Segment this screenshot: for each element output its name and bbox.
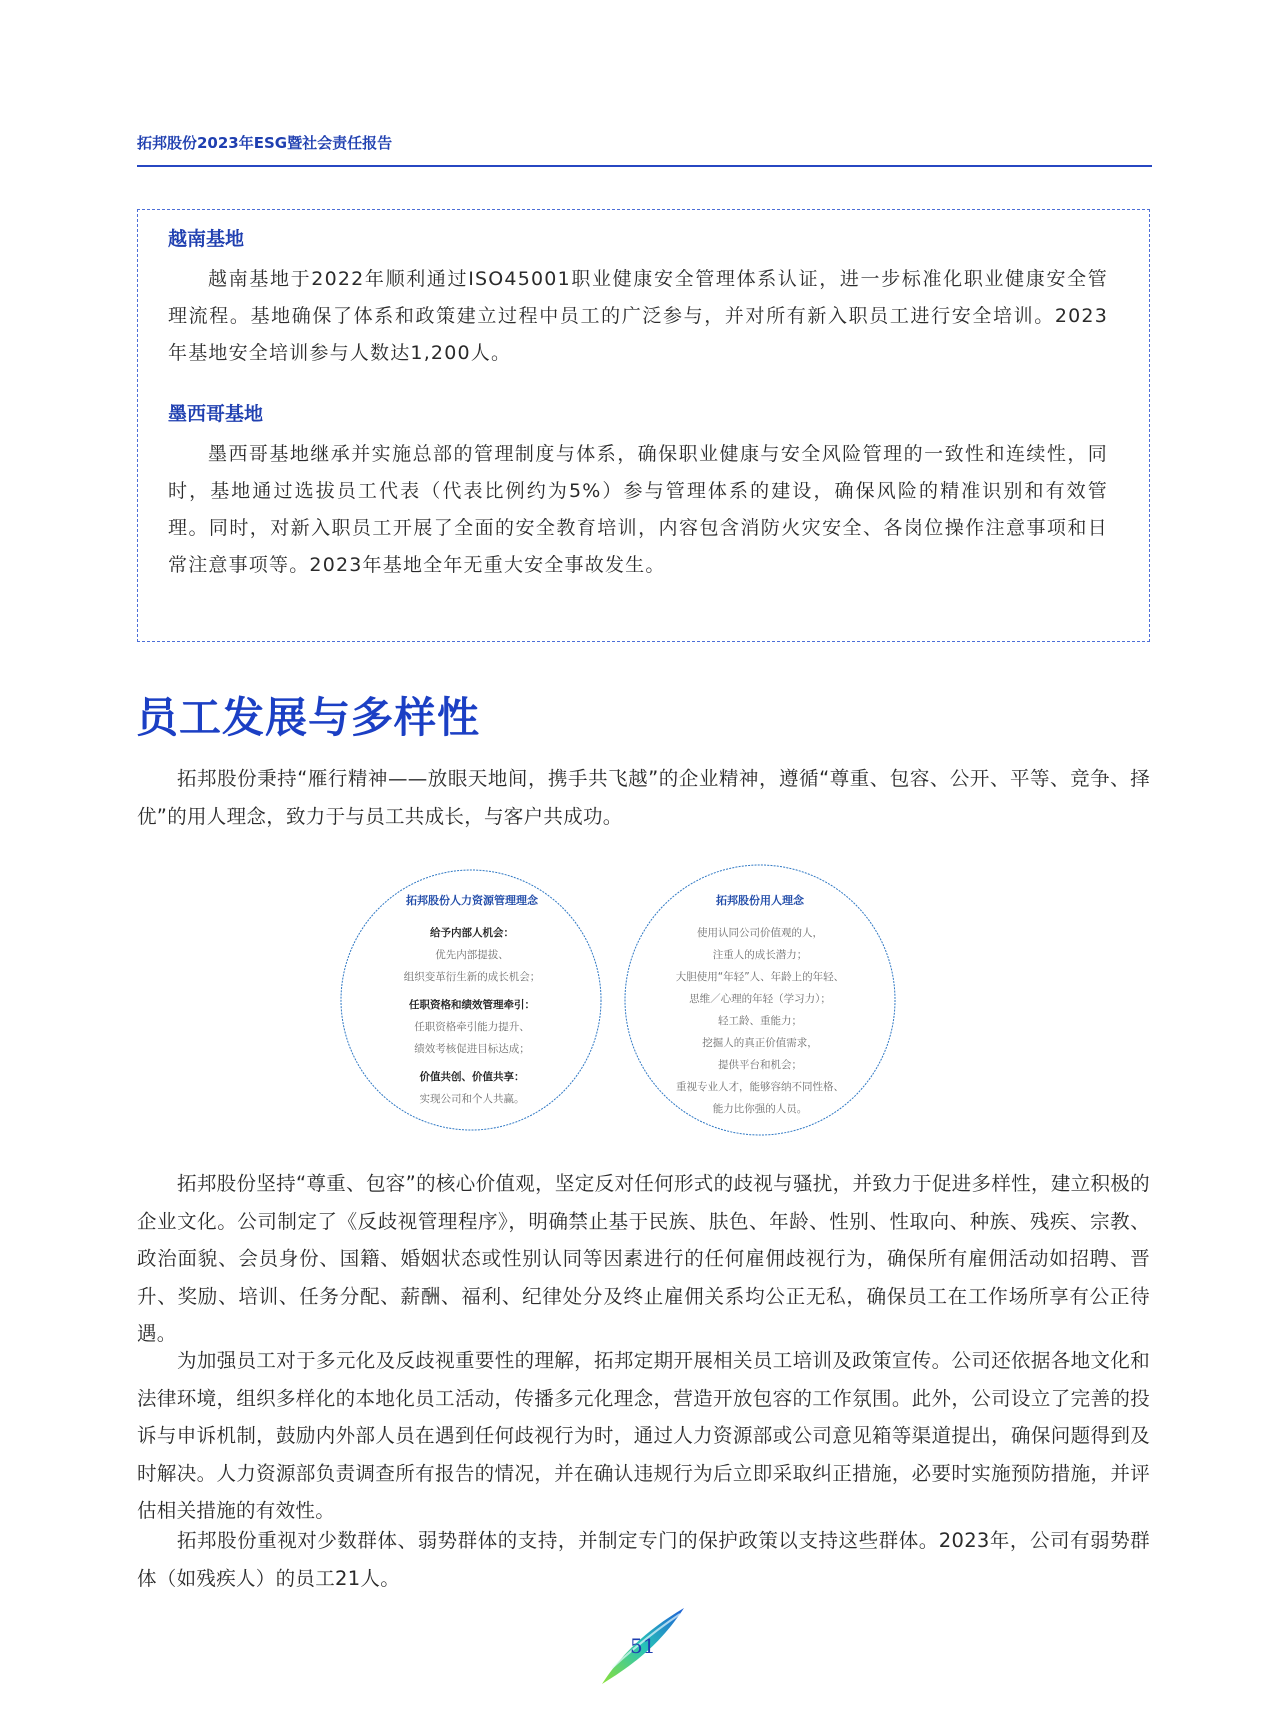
training-paragraph: 为加强员工对于多元化及反歧视重要性的理解，拓邦定期开展相关员工培训及政策宣传。公司还依据各地文化和法律环境，组织多样化的本地化员工活动，传播多元化理念，营造开放包容的工作氛围。此外，公司设立了完善的投诉与申诉机制，鼓励内外部人员在遇到任何歧视行为时，通过人力资源部或公司意见箱等渠道提出，确保问题得到及时解决。人力资源部负责调查所有报告的情况，并在确认违规行为后立即采取纠正措施，必要时实施预防措施，并评估相关措施的有效性。 [137, 1349, 1150, 1522]
section-title: 员工发展与多样性 [136, 693, 481, 742]
base-info-box [137, 209, 1150, 642]
left-group-line: 优先内部提拔、 [435, 949, 509, 961]
page-number: 51 [630, 1634, 656, 1658]
vietnam-base-title: 越南基地 [168, 228, 245, 250]
left-group-line: 实现公司和个人共赢。 [419, 1093, 525, 1105]
mexico-base-title: 墨西哥基地 [168, 403, 264, 425]
running-title: 拓邦股份2023年ESG暨社会责任报告 [137, 134, 393, 152]
left-group-heading: 价值共创、价值共享： [419, 1071, 525, 1083]
mexico-base-text: 墨西哥基地继承并实施总部的管理制度与体系，确保职业健康与安全风险管理的一致性和连续性，同时，基地通过选拔员工代表（代表比例约为5%）参与管理体系的建设，确保风险的精准识别和有效管理。同时，对新入职员工开展了全面的安全教育培训，内容包含消防火灾安全、各岗位操作注意事项和日常注意事项等。2023年基地全年无重大安全事故发生。 [168, 443, 1108, 576]
right-circle-title: 拓邦股份用人理念 [716, 894, 804, 907]
left-group-line: 绩效考核促进目标达成； [414, 1043, 530, 1055]
right-circle-text [630, 890, 890, 1120]
right-line: 提供平台和机会； [718, 1059, 802, 1071]
minority-support-paragraph: 拓邦股份重视对少数群体、弱势群体的支持，并制定专门的保护政策以支持这些群体。2023年，公司有弱势群体（如残疾人）的员工21人。 [137, 1529, 1150, 1590]
right-line: 注重人的成长潜力； [712, 949, 808, 961]
vietnam-base-text: 越南基地于2022年顺利通过ISO45001职业健康安全管理体系认证，进一步标准化职业健康安全管理流程。基地确保了体系和政策建立过程中员工的广泛参与，并对所有新入职员工进行安全培训。2023年基地安全培训参与人数达1,200人。 [168, 268, 1108, 364]
right-line: 思维／心理的年轻（学习力）； [689, 993, 831, 1005]
left-circle-text [352, 890, 592, 1110]
diversity-paragraph: 拓邦股份坚持“尊重、包容”的核心价值观，坚定反对任何形式的歧视与骚扰，并致力于促进多样性，建立积极的企业文化。公司制定了《反歧视管理程序》，明确禁止基于民族、肤色、年龄、性别、性取向、种族、残疾、宗教、政治面貌、会员身份、国籍、婚姻状态或性别认同等因素进行的任何雇佣歧视行为，确保所有雇佣活动如招聘、晋升、奖励、培训、任务分配、薪酬、福利、纪律处分及终止雇佣关系均公正无私，确保员工在工作场所享有公正待遇。 [137, 1172, 1150, 1345]
right-line: 大胆使用“年轻”人、年龄上的年轻、 [675, 971, 845, 983]
intro-paragraph: 拓邦股份秉持“雁行精神——放眼天地间，携手共飞越”的企业精神，遵循“尊重、包容、公开、平等、竞争、择优”的用人理念，致力于与员工共成长，与客户共成功。 [137, 767, 1150, 828]
left-group-heading: 给予内部人机会： [430, 927, 514, 939]
page-number-badge [598, 1604, 688, 1694]
right-line: 使用认同公司价值观的人， [697, 927, 823, 939]
right-line: 能力比你强的人员。 [712, 1103, 808, 1115]
left-group-line: 组织变革衍生新的成长机会； [403, 971, 541, 983]
left-group-line: 任职资格牵引能力提升、 [414, 1021, 530, 1033]
right-line: 轻工龄、重能力； [718, 1015, 802, 1027]
left-circle-title: 拓邦股份人力资源管理理念 [406, 894, 538, 907]
right-line: 挖掘人的真正价值需求， [702, 1037, 818, 1049]
header-divider [137, 165, 1152, 167]
venn-diagram [330, 860, 930, 1170]
right-line: 重视专业人才，能够容纳不同性格、 [676, 1081, 844, 1093]
left-group-heading: 任职资格和绩效管理牵引： [409, 999, 535, 1011]
